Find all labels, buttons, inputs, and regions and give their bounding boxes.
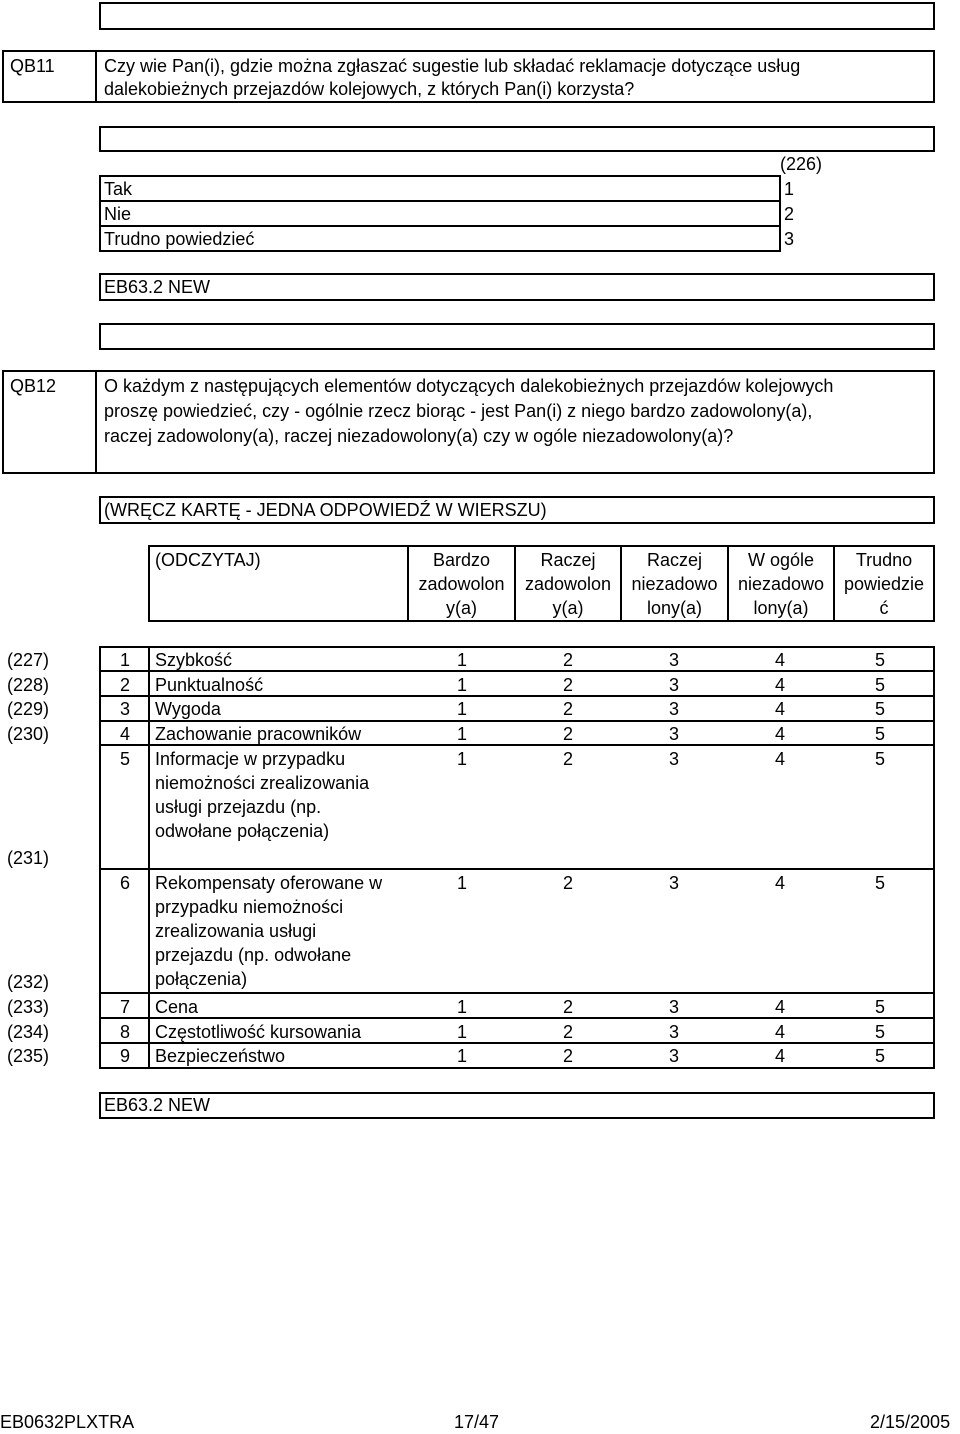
qb12-row-code: 1 bbox=[457, 650, 468, 670]
qb12-row-code: 1 bbox=[457, 1022, 468, 1042]
qb12-row-code: 3 bbox=[669, 997, 680, 1017]
qb12-divider bbox=[95, 370, 97, 474]
qb12-row-code: 2 bbox=[563, 650, 574, 670]
qb12-row-code: 1 bbox=[457, 699, 468, 719]
qb12-row-code: 4 bbox=[775, 1046, 786, 1066]
qb12-row-code: 3 bbox=[669, 1046, 680, 1066]
qb12-row-code: 5 bbox=[875, 997, 886, 1017]
qb12-row-num: 3 bbox=[120, 699, 131, 719]
qb12-row-num: 4 bbox=[120, 724, 131, 744]
qb12-row-num: 5 bbox=[120, 749, 131, 769]
qb12-row-num: 7 bbox=[120, 997, 131, 1017]
qb12-row-label: Punktualność bbox=[155, 675, 264, 695]
qb12-row-code: 3 bbox=[669, 749, 680, 769]
qb12-row-label: Zachowanie pracowników bbox=[155, 724, 362, 744]
qb12-row-var: (227) bbox=[7, 650, 50, 670]
qb12-column-header: Bardzo zadowolon y(a) bbox=[418, 550, 505, 618]
qb12-question-line3: raczej zadowolony(a), raczej niezadowolony(a) czy w ogóle niezadowolony(a)? bbox=[104, 426, 734, 446]
qb12-row-code: 4 bbox=[775, 873, 786, 893]
qb12-row-label: Cena bbox=[155, 997, 199, 1017]
qb12-question-line2: proszę powiedzieć, czy - ogólnie rzecz biorąc - jest Pan(i) z niego bardzo zadowolony(a), bbox=[104, 401, 813, 421]
qb12-row-code: 3 bbox=[669, 699, 680, 719]
qb12-read-label: (ODCZYTAJ) bbox=[155, 550, 261, 570]
qb12-row-label: Wygoda bbox=[155, 699, 221, 719]
qb12-row-code: 2 bbox=[563, 724, 574, 744]
qb11-question-line1: Czy wie Pan(i), gdzie można zgłaszać sugestie lub składać reklamacje dotyczące usług bbox=[104, 56, 801, 76]
qb12-row-code: 5 bbox=[875, 873, 886, 893]
qb12-row-code: 5 bbox=[875, 699, 886, 719]
qb11-question-line2: dalekobieżnych przejazdów kolejowych, z których Pan(i) korzysta? bbox=[104, 79, 635, 99]
qb12-row-code: 1 bbox=[457, 724, 468, 744]
qb11-divider bbox=[95, 50, 97, 103]
qb12-row-code: 4 bbox=[775, 650, 786, 670]
qb12-row-code: 2 bbox=[563, 749, 574, 769]
qb12-source: EB63.2 NEW bbox=[104, 1095, 211, 1115]
qb12-code: QB12 bbox=[10, 376, 57, 396]
qb12-row-var: (230) bbox=[7, 724, 50, 744]
qb12-row-code: 4 bbox=[775, 749, 786, 769]
qb12-row-label: Rekompensaty oferowane w przypadku niemożności zrealizowania usługi przejazdu (np. odwołane połączenia) bbox=[155, 873, 383, 989]
qb11-option-label: Trudno powiedzieć bbox=[104, 229, 255, 249]
qb12-row-code: 1 bbox=[457, 997, 468, 1017]
qb11-option-code: 2 bbox=[784, 204, 795, 224]
qb11-option-label: Nie bbox=[104, 204, 132, 224]
qb12-row-code: 2 bbox=[563, 997, 574, 1017]
qb11-var-number: (226) bbox=[780, 154, 823, 174]
qb11-source-box bbox=[99, 273, 935, 301]
qb12-row-code: 4 bbox=[775, 724, 786, 744]
qb11-source: EB63.2 NEW bbox=[104, 277, 211, 297]
qb12-row-code: 2 bbox=[563, 1046, 574, 1066]
qb12-row-num: 9 bbox=[120, 1046, 131, 1066]
qb12-row-num: 8 bbox=[120, 1022, 131, 1042]
qb12-row-code: 1 bbox=[457, 1046, 468, 1066]
qb12-row-code: 3 bbox=[669, 675, 680, 695]
qb12-column-header: Raczej zadowolon y(a) bbox=[524, 550, 612, 618]
qb12-row-var: (231) bbox=[7, 848, 50, 868]
qb12-row-code: 5 bbox=[875, 650, 886, 670]
qb12-column-header: Raczej niezadowo lony(a) bbox=[631, 550, 718, 618]
qb12-row-code: 5 bbox=[875, 749, 886, 769]
qb12-row-code: 3 bbox=[669, 1022, 680, 1042]
qb12-row-code: 3 bbox=[669, 650, 680, 670]
qb12-row-label: Bezpieczeństwo bbox=[155, 1046, 286, 1066]
qb12-row-code: 2 bbox=[563, 699, 574, 719]
qb12-empty-bar bbox=[99, 323, 935, 350]
qb12-row-code: 2 bbox=[563, 873, 574, 893]
qb12-row-code: 3 bbox=[669, 873, 680, 893]
qb11-empty-bar bbox=[99, 126, 935, 152]
qb12-row-label: Częstotliwość kursowania bbox=[155, 1022, 362, 1042]
qb12-row-num: 2 bbox=[120, 675, 131, 695]
qb12-source-box bbox=[99, 1092, 935, 1119]
qb12-row-var: (234) bbox=[7, 1022, 50, 1042]
qb12-row-label: Informacje w przypadku niemożności zrealizowania usługi przejazdu (np. odwołane połączenia) bbox=[155, 749, 370, 841]
qb12-row-code: 4 bbox=[775, 997, 786, 1017]
qb12-row-var: (235) bbox=[7, 1046, 50, 1066]
qb11-option-code: 1 bbox=[784, 179, 795, 199]
qb12-row-code: 5 bbox=[875, 675, 886, 695]
qb12-row-var: (232) bbox=[7, 972, 50, 992]
qb12-row-code: 4 bbox=[775, 1022, 786, 1042]
qb12-row-code: 2 bbox=[563, 675, 574, 695]
qb12-row-code: 5 bbox=[875, 1022, 886, 1042]
qb12-row-code: 2 bbox=[563, 1022, 574, 1042]
qb12-row-code: 5 bbox=[875, 724, 886, 744]
qb12-instruction: (WRĘCZ KARTĘ - JEDNA ODPOWIEDŹ W WIERSZU) bbox=[104, 500, 547, 520]
footer-page-number: 17/47 bbox=[454, 1412, 500, 1432]
qb11-option-code: 3 bbox=[784, 229, 795, 249]
top-empty-bar bbox=[99, 2, 935, 30]
qb12-row-var: (233) bbox=[7, 997, 50, 1017]
qb11-code: QB11 bbox=[10, 56, 55, 76]
qb12-row-code: 1 bbox=[457, 675, 468, 695]
qb12-question-line1: O każdym z następujących elementów dotyczących dalekobieżnych przejazdów kolejowych bbox=[104, 376, 834, 396]
qb12-row-var: (228) bbox=[7, 675, 50, 695]
qb12-row-num: 1 bbox=[120, 650, 131, 670]
qb12-row-code: 3 bbox=[669, 724, 680, 744]
footer-doc-id: EB0632PLXTRA bbox=[0, 1412, 135, 1432]
qb12-column-header: Trudno powiedzie ć bbox=[843, 550, 925, 618]
qb11-option-label: Tak bbox=[104, 179, 133, 199]
qb12-row-code: 4 bbox=[775, 675, 786, 695]
qb12-row-num: 6 bbox=[120, 873, 131, 893]
qb12-row-code: 4 bbox=[775, 699, 786, 719]
qb12-row-var: (229) bbox=[7, 699, 50, 719]
qb12-column-header: W ogóle niezadowo lony(a) bbox=[737, 550, 825, 618]
qb12-row-code: 5 bbox=[875, 1046, 886, 1066]
qb12-row-label: Szybkość bbox=[155, 650, 233, 670]
footer-date: 2/15/2005 bbox=[870, 1412, 951, 1432]
qb12-row-code: 1 bbox=[457, 873, 468, 893]
qb12-row-code: 1 bbox=[457, 749, 468, 769]
